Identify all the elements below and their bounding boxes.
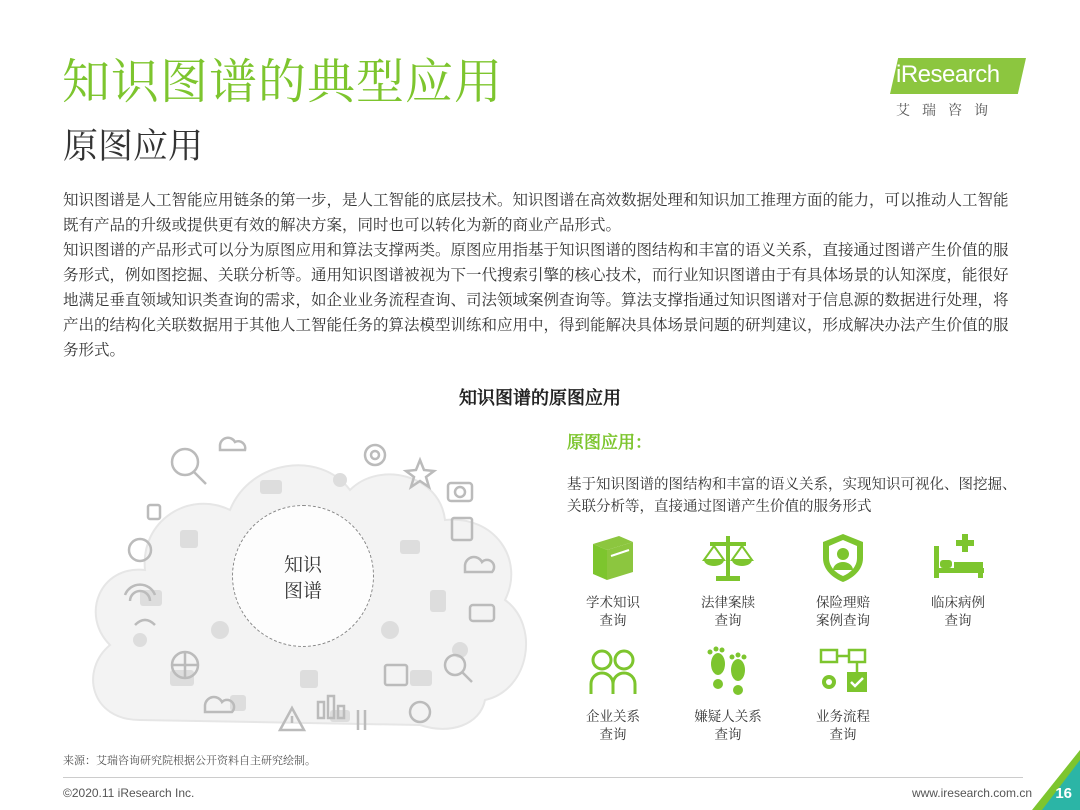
iresearch-logo	[882, 58, 1032, 128]
app-clinical-cases	[903, 530, 1013, 630]
app-label-line-1: 保险理赔	[816, 595, 870, 611]
app-label-line-2: 查询	[599, 727, 627, 743]
knowledge-graph-circle	[232, 505, 374, 647]
footprints-icon	[700, 644, 756, 700]
app-label-line-2: 查询	[599, 613, 627, 629]
app-label-line-1: 法律案牍	[701, 595, 755, 611]
app-insurance-claims	[788, 530, 898, 630]
body-paragraph-2: 知识图谱的产品形式可以分为原图应用和算法支撑两类。原图应用指基于知识图谱的图结构和丰富的语义关系，直接通过图谱产生价值的服务形式，例如图挖掘、关联分析等。通用知识图谱被视为下一代搜索引擎的核心技术，而行业知识图谱由于有具体场景的认知深度，能很好地满足垂直领域知识类查询的需求，如企业业务流程查询、司法领域案例查询等。算法支撑指通过知识图谱对于信息源的数据进行处理，将产出的结构化关联数据用于其他人工智能任务的算法模型训练和应用中，得到能解决具体场景问题的研判建议，形成解决办法产生价值的服务形式。	[63, 241, 1009, 359]
app-label-line-2: 查询	[829, 727, 857, 743]
app-label-line-2: 查询	[714, 727, 742, 743]
page-number: 16	[1055, 785, 1072, 802]
knowledge-cloud	[80, 420, 540, 750]
figure-title: 知识图谱的原图应用	[459, 388, 621, 409]
logo-chinese-name: 艾瑞咨询	[896, 103, 1000, 119]
app-label-line-1: 企业关系	[586, 709, 640, 725]
source-note: 来源：艾瑞咨询研究院根据公开资料自主研究绘制。	[63, 754, 316, 767]
book-icon	[585, 530, 641, 586]
copyright: ©2020.11 iResearch Inc.	[63, 786, 195, 800]
center-label	[233, 552, 373, 604]
scales-icon	[700, 530, 756, 586]
app-label-line-2: 案例查询	[816, 613, 870, 629]
workflow-icon	[815, 644, 871, 700]
people-icon	[585, 644, 641, 700]
app-label-line-1: 学术知识	[586, 595, 640, 611]
app-label-line-1: 临床病例	[931, 595, 985, 611]
app-enterprise-relations	[558, 644, 668, 744]
center-label-line-1: 知识	[283, 554, 322, 576]
panel-description: 基于知识图谱的图结构和丰富的语义关系，实现知识可视化、图挖掘、关联分析等，直接通过图谱产生价值的服务形式	[567, 477, 1017, 515]
footer-divider	[63, 777, 1023, 778]
app-suspect-relations	[673, 644, 783, 744]
panel-heading: 原图应用：	[567, 433, 652, 453]
hospital-bed-icon	[930, 530, 986, 586]
app-label-line-2: 查询	[714, 613, 742, 629]
app-academic-knowledge	[558, 530, 668, 630]
application-grid	[570, 530, 1030, 750]
app-label-line-1: 业务流程	[816, 709, 870, 725]
shield-person-icon	[815, 530, 871, 586]
body-paragraph-1: 知识图谱是人工智能应用链条的第一步，是人工智能的底层技术。知识图谱在高效数据处理和知识加工推理方面的能力，可以推动人工智能既有产品的升级或提供更有效的解决方案，同时也可以转化为新的商业产品形式。	[63, 191, 1009, 234]
app-legal-documents	[673, 530, 783, 630]
center-label-line-2: 图谱	[283, 580, 322, 602]
body-text	[63, 188, 1023, 363]
app-label-line-1: 嫌疑人关系	[694, 709, 762, 725]
website-link[interactable]: www.iresearch.com.cn	[911, 786, 1032, 800]
page-title: 知识图谱的典型应用	[62, 54, 504, 110]
page-subtitle: 原图应用	[63, 127, 204, 167]
app-label-line-2: 查询	[944, 613, 972, 629]
app-business-process	[788, 644, 898, 744]
logo-text: iResearch	[896, 61, 1000, 88]
